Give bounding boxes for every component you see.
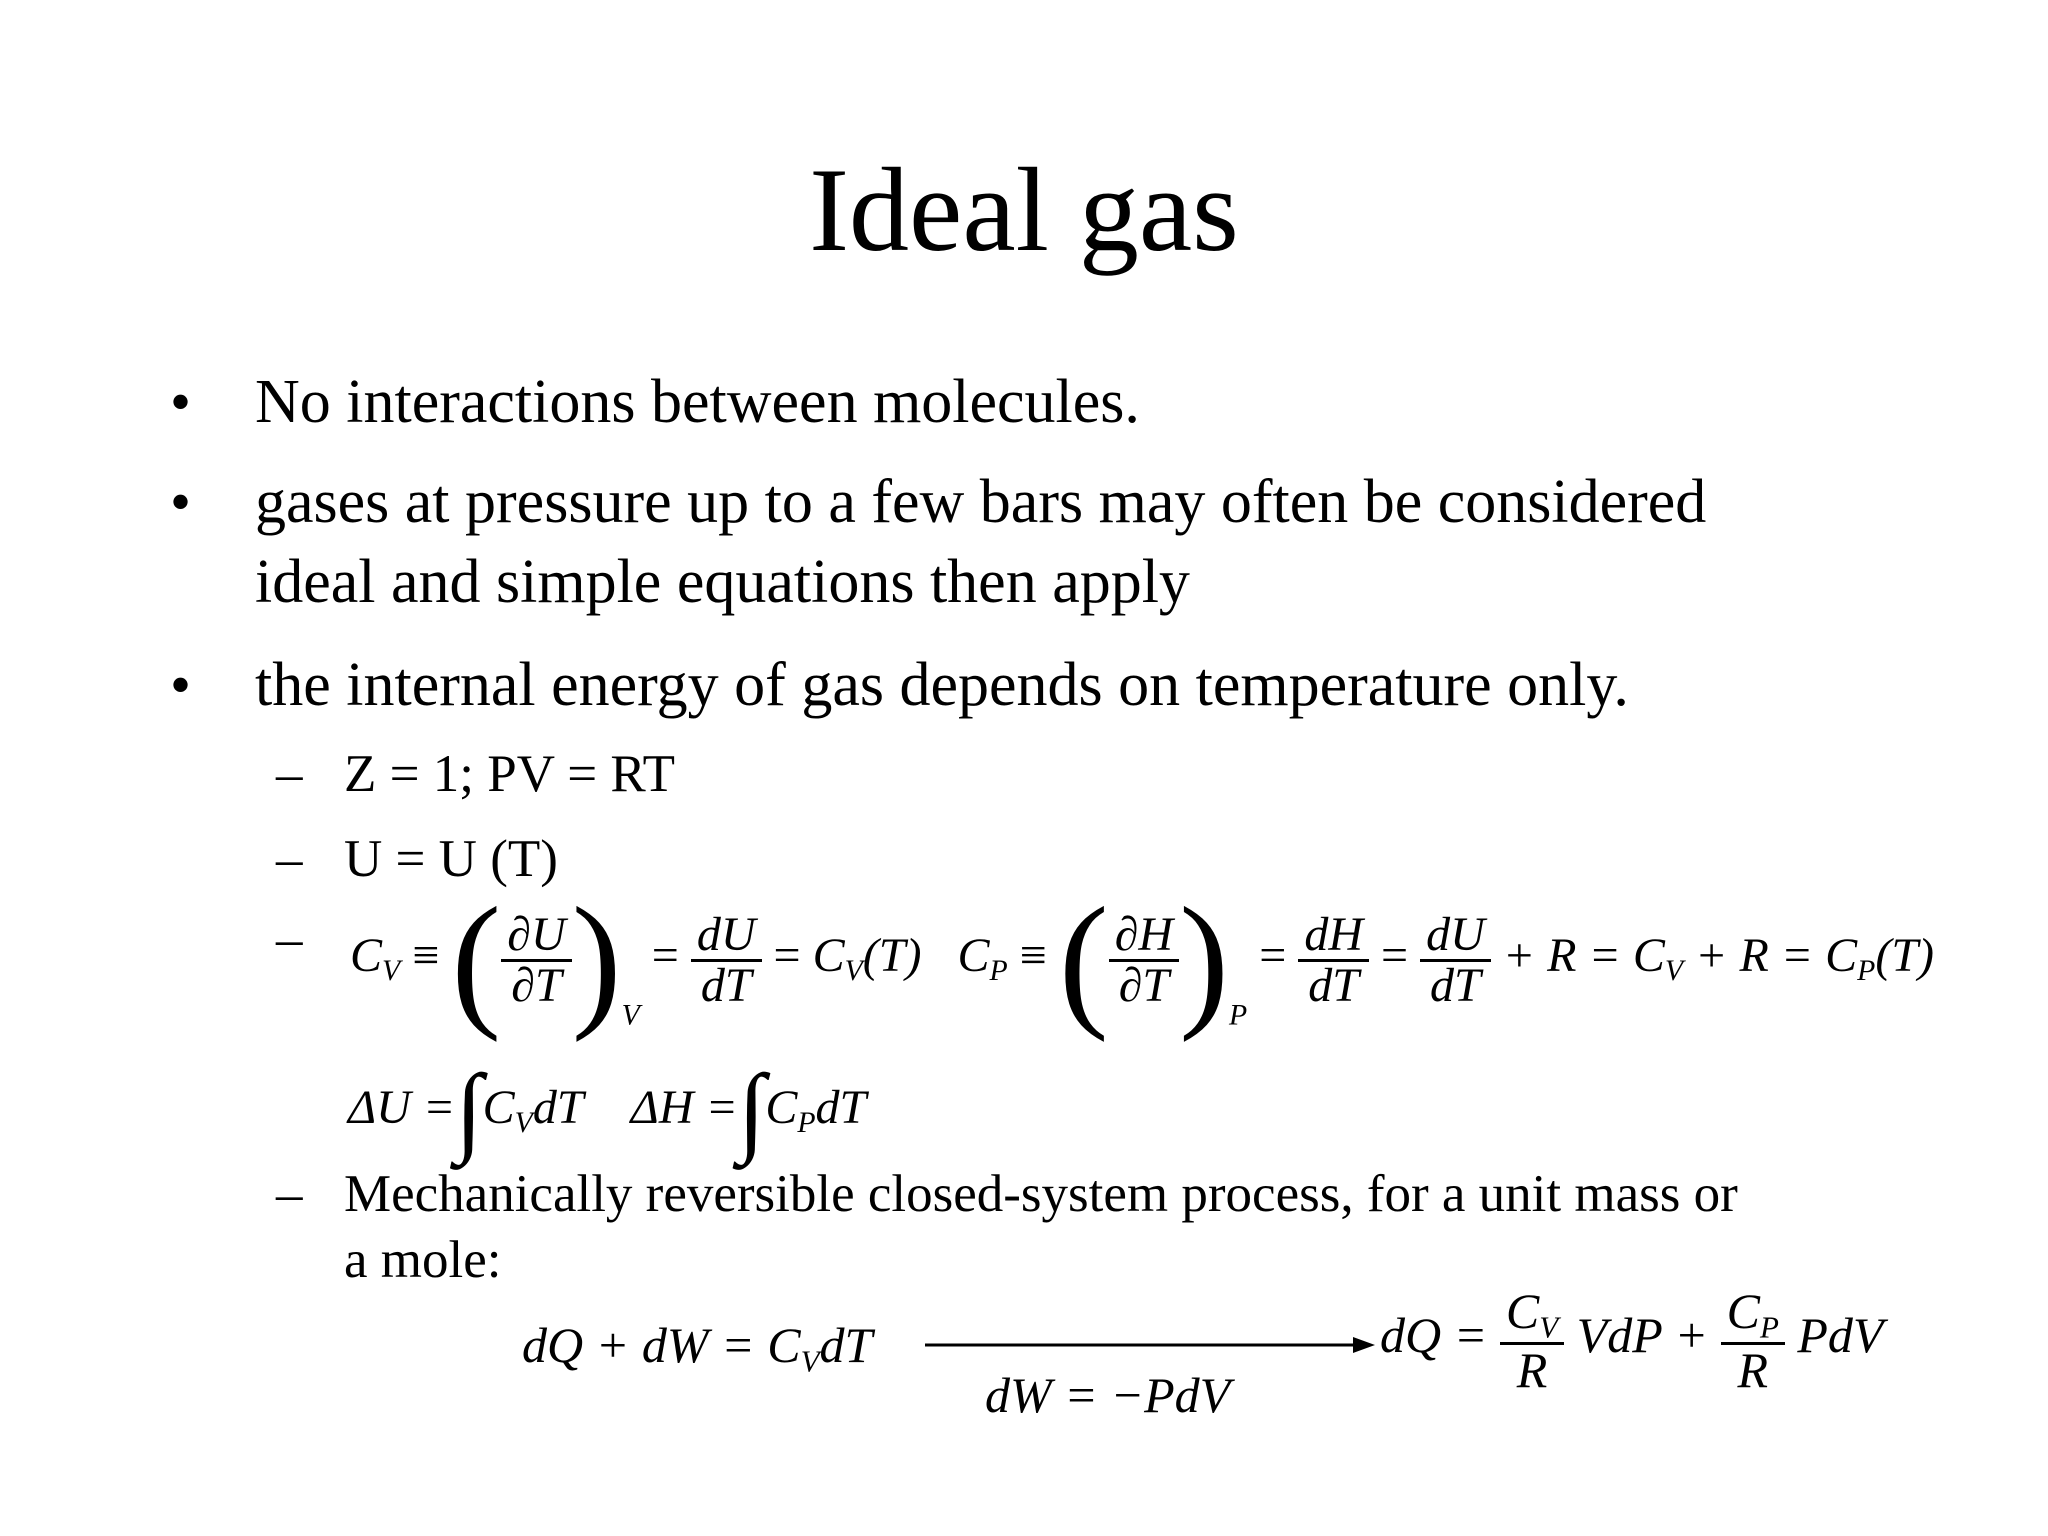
du-dt-fraction: $\frac{dU}{dT}$ — [1420, 911, 1491, 1010]
first-law-lhs: dQ + dW = CVdT — [522, 1317, 873, 1379]
bullet-text: No interactions between molecules. — [255, 368, 1140, 436]
arrow-condition-label: dW = −PdV — [985, 1367, 1231, 1423]
sub-text-line-2: a mole: — [344, 1231, 502, 1289]
sub-marker: – — [276, 910, 303, 968]
bullet-marker: • — [170, 369, 192, 435]
cv-definition: CV ≡ ( $\frac{\partial U}{\partial T}$ )$_V$ = $\frac{dU}{dT}$ = CV(T) — [350, 877, 922, 1043]
dh-dt-fraction: $\frac{dH}{dT}$ — [1298, 911, 1369, 1010]
implies-arrow — [925, 1330, 1375, 1360]
cv-over-r-fraction: $\frac{CV}{R}$ — [1500, 1286, 1564, 1395]
cp-over-r-fraction: $\frac{CP}{R}$ — [1721, 1286, 1785, 1395]
sub-text-line-1: Mechanically reversible closed-system process, for a unit mass or — [344, 1165, 1738, 1223]
bullet-text-line-2: ideal and simple equations then apply — [255, 548, 1190, 616]
partial-h-fraction: $\frac{\partial H}{\partial T}$ — [1109, 911, 1179, 1010]
sub-text: Z = 1; PV = RT — [344, 745, 675, 803]
sub-marker: – — [276, 1165, 303, 1223]
bullet-marker: • — [170, 652, 192, 718]
sub-marker: – — [276, 745, 303, 803]
integral-equations: ΔU =∫CVdT ΔH =∫CPdT — [348, 1054, 867, 1165]
heat-capacity-equation — [350, 877, 1935, 1043]
cp-definition: CP ≡ ( $\frac{\partial H}{\partial T}$ )$_P$ = $\frac{dH}{dT}$ = $\frac{dU}{dT}$ + R = CV + R = CP(T) — [957, 877, 1935, 1043]
slide-title: Ideal gas — [809, 143, 1239, 276]
partial-u-fraction: $\frac{\partial U}{\partial T}$ — [501, 911, 571, 1010]
bullet-marker: • — [170, 469, 192, 535]
sub-marker: – — [276, 830, 303, 888]
first-law-rhs: dQ = $\frac{CV}{R}$ VdP + $\frac{CP}{R}$ PdV — [1380, 1283, 1884, 1399]
bullet-text: the internal energy of gas depends on temperature only. — [255, 651, 1629, 719]
sub-text: U = U (T) — [344, 830, 558, 888]
du-dt-fraction: $\frac{dU}{dT}$ — [691, 911, 762, 1010]
bullet-text-line-1: gases at pressure up to a few bars may often be considered — [255, 468, 1707, 536]
